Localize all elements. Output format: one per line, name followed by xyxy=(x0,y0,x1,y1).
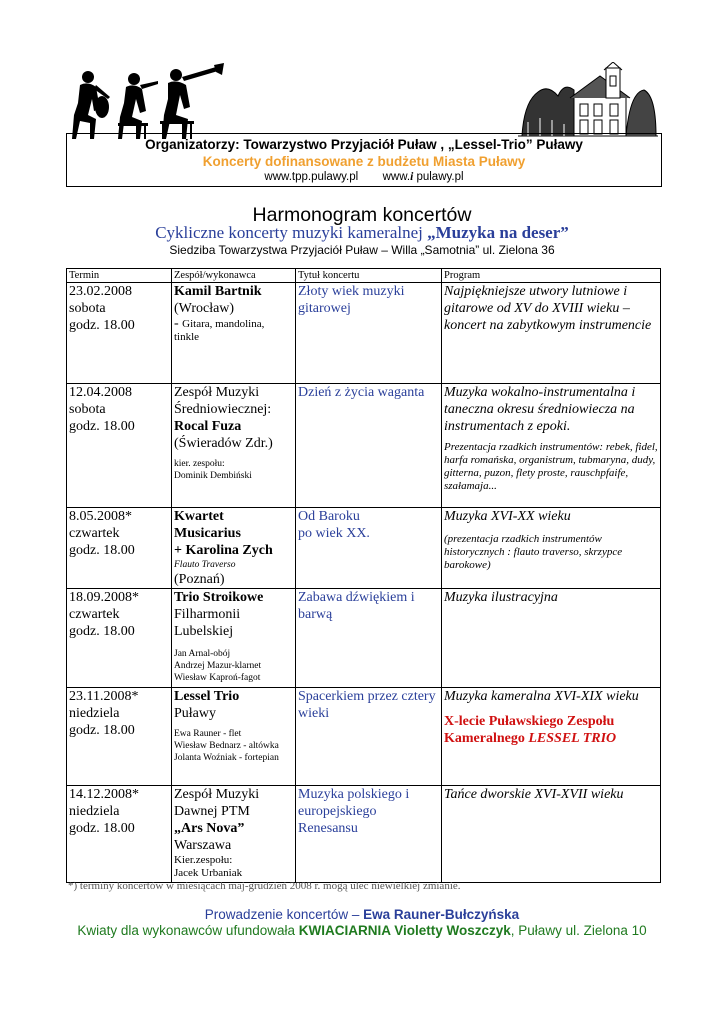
sponsor-line: Kwiaty dla wykonawców ufundowała KWIACIARNIA Violetty Woszczyk, Puławy ul. Zielona 10 xyxy=(77,923,647,938)
program-cell: Muzyka wokalno-instrumentalna i taneczna okresu średniowiecza na instrumentach z epoki. Prezentacja rzadkich instrumentów: rebek, fidel, harfa romańska, organistrum, tubmaryna, dudy, gitterna, puzon, flety proste, rauschpfaife, szałamaja... xyxy=(442,384,661,508)
concert-title-cell: Dzień z życia waganta xyxy=(296,384,442,508)
date-cell: 18.09.2008* czwartek godz. 18.00 xyxy=(67,589,172,688)
website-link-tpp[interactable]: www.tpp.pulawy.pl xyxy=(264,171,359,183)
concert-title-cell: Od Baroku po wiek XX. xyxy=(296,508,442,589)
page-subtitle: Cykliczne koncerty muzyki kameralnej „Muzyka na deser” xyxy=(155,223,569,242)
header-tytul: Tytuł koncertu xyxy=(296,269,442,283)
program-cell: Muzyka XVI-XX wieku (prezentacja rzadkich instrumentów historycznych : flauto traverso, skrzypce barokowe) xyxy=(442,508,661,589)
table-row xyxy=(67,786,661,883)
date-cell: 14.12.2008* niedziela godz. 18.00 xyxy=(67,786,172,883)
performer-cell: Trio Stroikowe Filharmonii Lubelskiej Jan Arnal-obój Andrzej Mazur-klarnet Wiesław Kaproń-fagot xyxy=(172,589,296,688)
performer-cell: Zespół Muzyki Średniowiecznej: Rocal Fuza (Świeradów Zdr.) kier. zespołu: Dominik Dembiński xyxy=(172,384,296,508)
concert-title-cell: Zabawa dźwiękiem i barwą xyxy=(296,589,442,688)
performer-cell: Kwartet Musicarius + Karolina Zych Flauto Traverso (Poznań) xyxy=(172,508,296,589)
performer-cell: Kamil Bartnik (Wrocław) - Gitara, mandolina, tinkle xyxy=(172,283,296,384)
villa-samotnia-drawing xyxy=(518,62,658,140)
host-line: Prowadzenie koncertów – Ewa Rauner-Bułczyńska xyxy=(204,907,520,922)
musicians-logo xyxy=(66,63,226,141)
funding-line: Koncerty dofinansowane z budżetu Miasta Puławy xyxy=(202,154,526,169)
schedule-table xyxy=(66,268,661,883)
performer-cell: Lessel Trio Puławy Ewa Rauner - flet Wiesław Bednarz - altówka Jolanta Woźniak - fortepian xyxy=(172,688,296,786)
page-title: Harmonogram koncertów xyxy=(252,204,472,226)
table-row xyxy=(67,508,661,589)
concert-title-cell: Spacerkiem przez cztery wieki xyxy=(296,688,442,786)
table-row xyxy=(67,283,661,384)
program-cell: Muzyka ilustracyjna xyxy=(442,589,661,688)
venue-line: Siedziba Towarzystwa Przyjaciół Puław – Willa „Samotnia” ul. Zielona 36 xyxy=(169,243,555,257)
website-link-ipulawy[interactable]: www.i pulawy.pl xyxy=(382,171,464,183)
header-termin: Termin xyxy=(67,269,172,283)
date-cell: 23.02.2008 sobota godz. 18.00 xyxy=(67,283,172,384)
concert-title-cell: Złoty wiek muzyki gitarowej xyxy=(296,283,442,384)
websites-line xyxy=(67,170,661,185)
table-row xyxy=(67,589,661,688)
program-cell: Tańce dworskie XVI-XVII wieku xyxy=(442,786,661,883)
table-row xyxy=(67,384,661,508)
header-zespol: Zespół/wykonawca xyxy=(172,269,296,283)
table-header-row xyxy=(67,269,661,283)
concert-title-cell: Muzyka polskiego i europejskiego Renesansu xyxy=(296,786,442,883)
program-cell: Najpiękniejsze utwory lutniowe i gitarowe od XV do XVIII wieku – koncert na zabytkowym instrumencie xyxy=(442,283,661,384)
date-cell: 23.11.2008* niedziela godz. 18.00 xyxy=(67,688,172,786)
header-program: Program xyxy=(442,269,661,283)
footnote: *) terminy koncertów w miesiącach maj-grudzień 2008 r. mogą ulec niewielkiej zmianie. xyxy=(68,880,461,892)
program-cell: Muzyka kameralna XVI-XIX wieku X-lecie Puławskiego Zespołu Kameralnego LESSEL TRIO xyxy=(442,688,661,786)
organizers-box xyxy=(66,133,662,187)
table-row xyxy=(67,688,661,786)
date-cell: 12.04.2008 sobota godz. 18.00 xyxy=(67,384,172,508)
performer-cell: Zespół Muzyki Dawnej PTM „Ars Nova” Warszawa Kier.zespołu: Jacek Urbaniak xyxy=(172,786,296,883)
organizers-line: Organizatorzy: Towarzystwo Przyjaciół Puław , „Lessel-Trio” Puławy xyxy=(145,137,583,152)
date-cell: 8.05.2008* czwartek godz. 18.00 xyxy=(67,508,172,589)
